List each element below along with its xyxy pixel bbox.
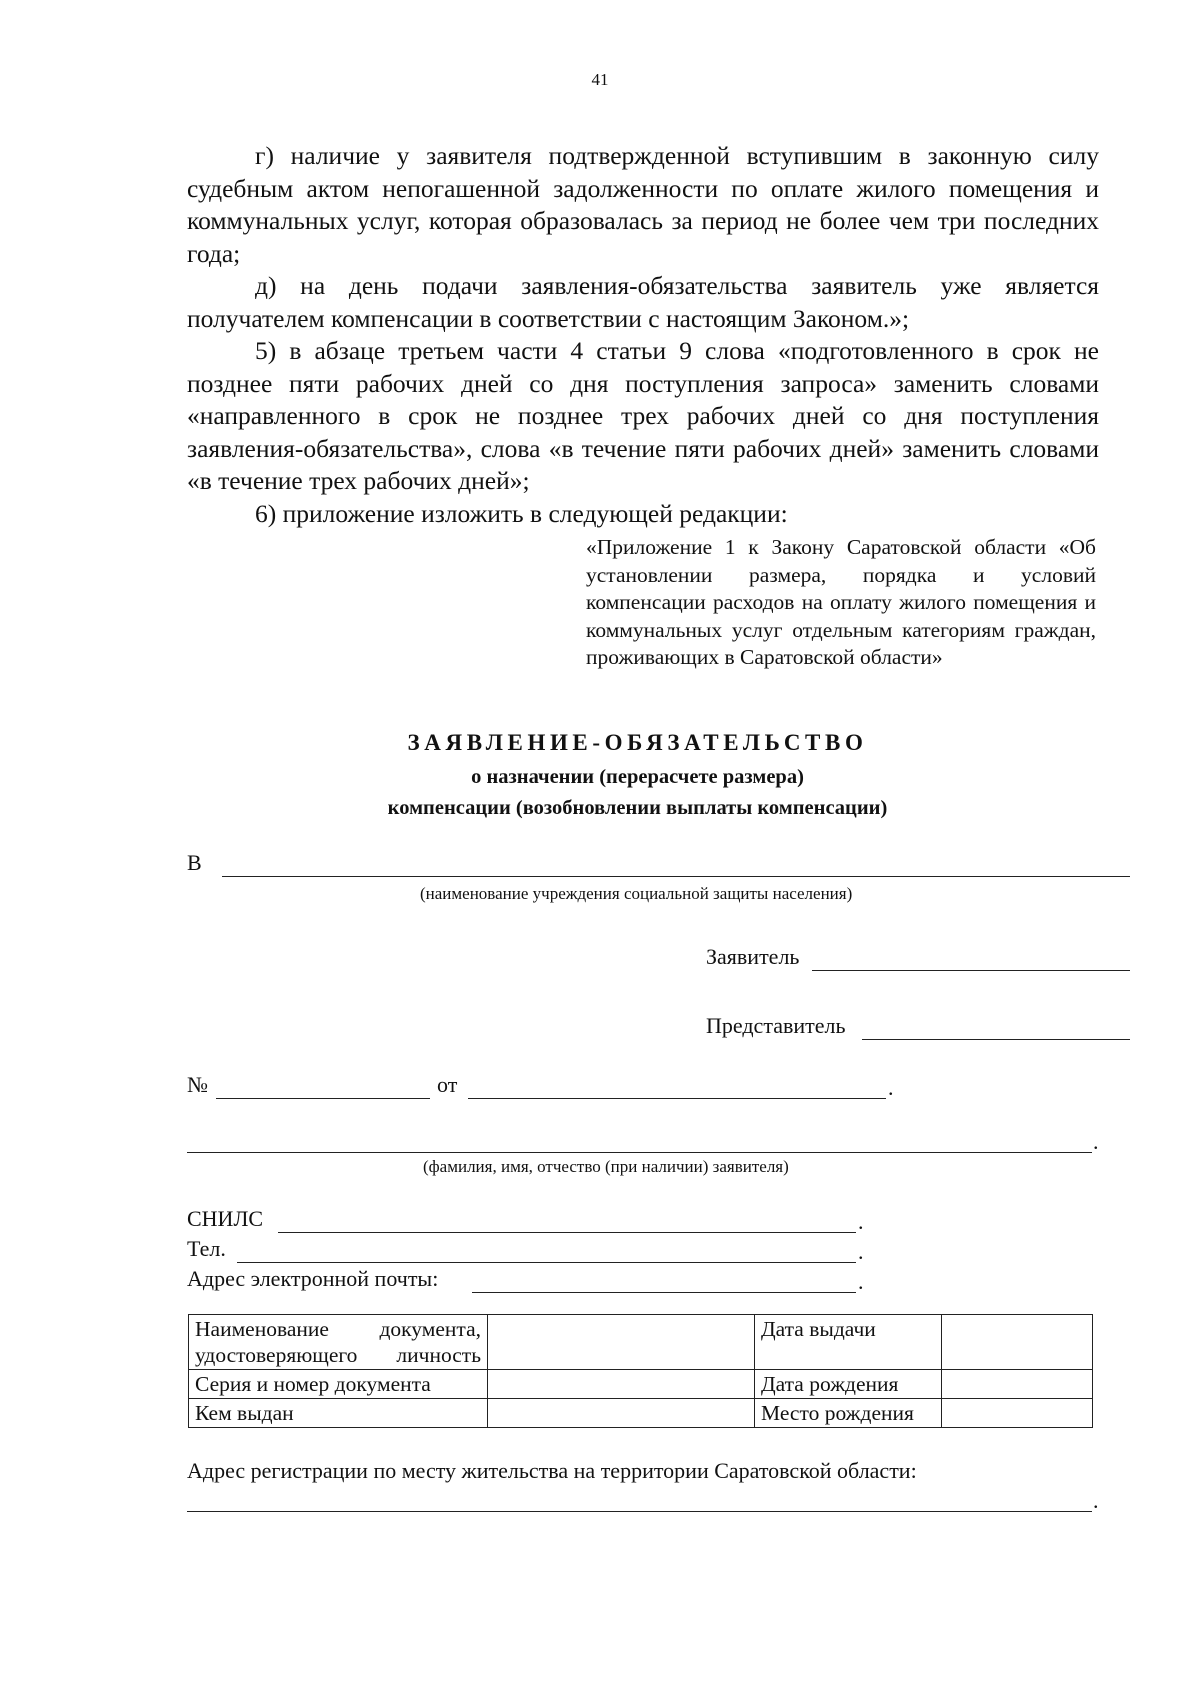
form-subtitle-1: о назначении (перерасчете размера) (471, 766, 804, 788)
table-row (189, 1315, 1093, 1370)
issued-by-label: Кем выдан (189, 1399, 488, 1428)
email-field[interactable] (472, 1292, 856, 1293)
address-end-mark: . (1093, 1488, 1099, 1513)
snils-field[interactable] (278, 1232, 856, 1233)
email-end-mark: . (858, 1269, 864, 1294)
date-field[interactable] (468, 1098, 886, 1099)
paragraph-g: г) наличие у заявителя подтвержденной вступившим в законную силу судебным актом непогашенной задолженности по оплате жилого помещения и коммунальных услуг, которая образовалась за период не более чем три последних года; (187, 141, 1099, 268)
issue-date-value[interactable] (942, 1315, 1093, 1370)
table-row (189, 1399, 1093, 1428)
fio-end-mark: . (1093, 1129, 1099, 1154)
form-subtitle-2: компенсации (возобновлении выплаты компенсации) (387, 797, 888, 819)
representative-field[interactable] (862, 1039, 1130, 1040)
doc-name-label-line-1: Наименование документа, (195, 1317, 481, 1341)
applicant-field[interactable] (812, 970, 1130, 971)
issue-date-label: Дата выдачи (755, 1315, 942, 1370)
address-label: Адрес регистрации по месту жительства на территории Саратовской области: (187, 1458, 917, 1483)
phone-field[interactable] (237, 1262, 856, 1263)
identity-document-table (188, 1314, 1093, 1428)
series-number-label: Серия и номер документа (189, 1370, 488, 1399)
issued-by-value[interactable] (488, 1399, 755, 1428)
address-field[interactable] (187, 1511, 1092, 1512)
paragraph-6: 6) приложение изложить в следующей редакции: (255, 498, 788, 528)
snils-end-mark: . (858, 1209, 864, 1234)
to-label: В (187, 850, 202, 875)
series-number-value[interactable] (488, 1370, 755, 1399)
doc-name-label-line-2: удостоверяющего личность (195, 1343, 481, 1367)
page-number: 41 (591, 70, 609, 89)
fio-field[interactable] (187, 1152, 1092, 1153)
fio-hint: (фамилия, имя, отчество (при наличии) заявителя) (423, 1157, 789, 1176)
phone-label: Тел. (187, 1236, 226, 1261)
phone-end-mark: . (858, 1239, 864, 1264)
paragraph-5: 5) в абзаце третьем части 4 статьи 9 слова «подготовленного в срок не позднее пяти рабочих дней со дня поступления запроса» заменить словами «направленного в срок не позднее трех рабочих дней со дня поступления заявления-обязательства», слова «в течение пяти рабочих дней» заменить словами «в течение трех рабочих дней»; (187, 336, 1099, 495)
email-label: Адрес электронной почты: (187, 1266, 439, 1291)
number-label: № (187, 1072, 208, 1097)
birth-date-label: Дата рождения (755, 1370, 942, 1399)
number-field[interactable] (216, 1098, 430, 1099)
doc-name-label (189, 1315, 488, 1370)
applicant-label: Заявитель (706, 944, 800, 969)
appendix-reference: «Приложение 1 к Закону Саратовской области «Об установлении размера, порядка и условий компенсации расходов на оплату жилого помещения и коммунальных услуг отдельным категориям граждан, проживающих в Саратовской области» (586, 535, 1096, 669)
table-row (189, 1370, 1093, 1399)
institution-field[interactable] (222, 876, 1130, 877)
amendment-text (187, 140, 1099, 530)
date-label: от (437, 1072, 458, 1097)
doc-name-value[interactable] (488, 1315, 755, 1370)
snils-label: СНИЛС (187, 1206, 264, 1231)
birth-place-value[interactable] (942, 1399, 1093, 1428)
institution-hint: (наименование учреждения социальной защиты населения) (420, 884, 853, 903)
birth-date-value[interactable] (942, 1370, 1093, 1399)
date-end-mark: . (888, 1075, 894, 1100)
paragraph-d: д) на день подачи заявления-обязательства заявитель уже является получателем компенсации в соответствии с настоящим Законом.»; (187, 271, 1099, 333)
representative-label: Представитель (706, 1013, 846, 1038)
birth-place-label: Место рождения (755, 1399, 942, 1428)
form-title: ЗАЯВЛЕНИЕ-ОБЯЗАТЕЛЬСТВО (407, 730, 868, 755)
